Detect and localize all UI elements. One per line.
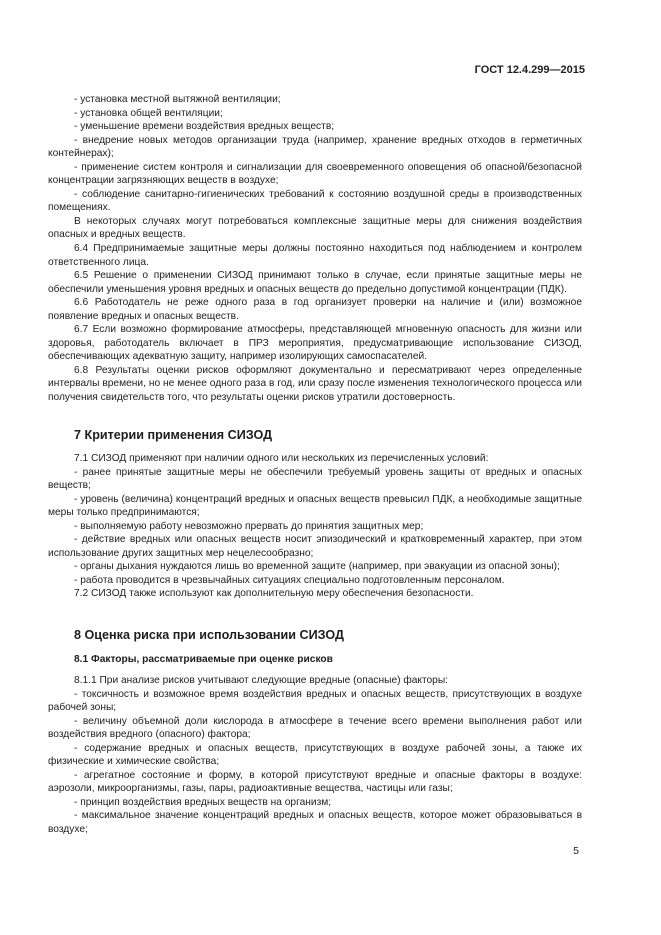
section-8-heading: 8 Оценка риска при использовании СИЗОД — [74, 628, 344, 642]
section-7-heading: 7 Критерии применения СИЗОД — [74, 428, 273, 442]
list-item: - токсичность и возможное время воздействия вредных и опасных веществ, присутствующих в воздухе рабочей зоны; — [48, 688, 582, 714]
list-item: - уменьшение времени воздействия вредных веществ; — [74, 121, 335, 133]
list-item: - уровень (величина) концентраций вредных и опасных веществ превысил ПДК, а необходимые защитные меры только предпринимаются; — [48, 493, 582, 519]
list-item: - установка общей вентиляции; — [74, 107, 223, 119]
list-item: - органы дыхания нуждаются лишь во временной защите (например, при эвакуации из опасной зоны); — [74, 561, 560, 573]
list-item: - установка местной вытяжной вентиляции; — [74, 94, 281, 105]
paragraph: 7.1 СИЗОД применяют при наличии одного или нескольких из перечисленных условий: — [74, 453, 489, 464]
paragraph: В некоторых случаях могут потребоваться комплексные защитные меры для снижения воздействия опасных и вредных веществ. — [48, 215, 582, 241]
subsection-8-1-heading: 8.1 Факторы, рассматриваемые при оценке рисков — [74, 654, 333, 665]
paragraph: 6.8 Результаты оценки рисков оформляют документально и пересматривают через определенные интервалы времени, но не менее одного раза в год, или сразу после изменения технологического процесса или получения свидетельств того, что результаты оценки рисков утратили достоверность. — [48, 364, 582, 404]
paragraph: 8.1.1 При анализе рисков учитывают следующие вредные (опасные) факторы: — [74, 675, 448, 686]
list-item: - применение систем контроля и сигнализации для своевременного оповещения об опасной/безопасной концентрации загрязняющих веществ в воздухе; — [48, 161, 582, 187]
section-8-body — [48, 674, 582, 837]
list-item: - действие вредных или опасных веществ носит эпизодический и кратковременный характер, при этом использование других защитных мер нецелесообразно; — [48, 534, 582, 559]
paragraph: 6.4 Предпринимаемые защитные меры должны постоянно находиться под наблюдением и контролем ответственного лица. — [48, 243, 582, 268]
list-item: - работа проводится в чрезвычайных ситуациях специально подготовленным персоналом. — [74, 574, 505, 586]
section-7-body — [48, 452, 582, 601]
list-item: - величину объемной доли кислорода в атмосфере в течение всего времени выполнения работ или воздействия вредного (опасного) фактора; — [48, 715, 582, 741]
paragraph: 6.5 Решение о применении СИЗОД принимают только в случае, если принятые защитные меры не обеспечили уменьшения уровня вредных и опасных веществ до предельно допустимой концентрации (ПДК). — [48, 270, 582, 295]
list-item: - внедрение новых методов организации труда (например, хранение вредных отходов в герметичных контейнерах); — [48, 134, 582, 160]
paragraph: 7.2 СИЗОД также используют как дополнительную меру обеспечения безопасности. — [74, 588, 474, 600]
paragraph: 6.6 Работодатель не реже одного раза в год организует проверки на наличие и (или) возможное появление вредных и опасных веществ. — [48, 297, 582, 322]
list-item: - выполняемую работу невозможно прервать до принятия защитных мер; — [74, 520, 424, 532]
list-item: - принцип воздействия вредных веществ на организм; — [74, 796, 332, 808]
section-6-continuation — [48, 93, 582, 405]
list-item: - максимальное значение концентраций вредных и опасных веществ, которое может образовываться в воздухе; — [48, 810, 582, 836]
list-item: - агрегатное состояние и форму, в которой присутствуют вредные и опасные факторы в воздухе: аэрозоли, микроорганизмы, газы, пары, радиоактивные вещества, частицы или газы; — [48, 769, 582, 795]
list-item: - содержание вредных и опасных веществ, присутствующих в воздухе рабочей зоны, а также их физические и химические свойства; — [48, 742, 582, 768]
document-code: ГОСТ 12.4.299—2015 — [474, 64, 585, 76]
page-number: 5 — [573, 845, 579, 857]
list-item: - соблюдение санитарно-гигиенических требований к состоянию воздушной среды в производственных помещениях. — [48, 188, 582, 214]
list-item: - ранее принятые защитные меры не обеспечили требуемый уровень защиты от вредных и опасных веществ; — [48, 466, 582, 492]
paragraph: 6.7 Если возможно формирование атмосферы, представляющей мгновенную опасность для жизни или здоровья, работодатель включает в ПРЗ мероприятия, предусматривающие использование СИЗОД, обеспечивающих адекватную защиту, например изолирующих самоспасателей. — [48, 324, 582, 363]
